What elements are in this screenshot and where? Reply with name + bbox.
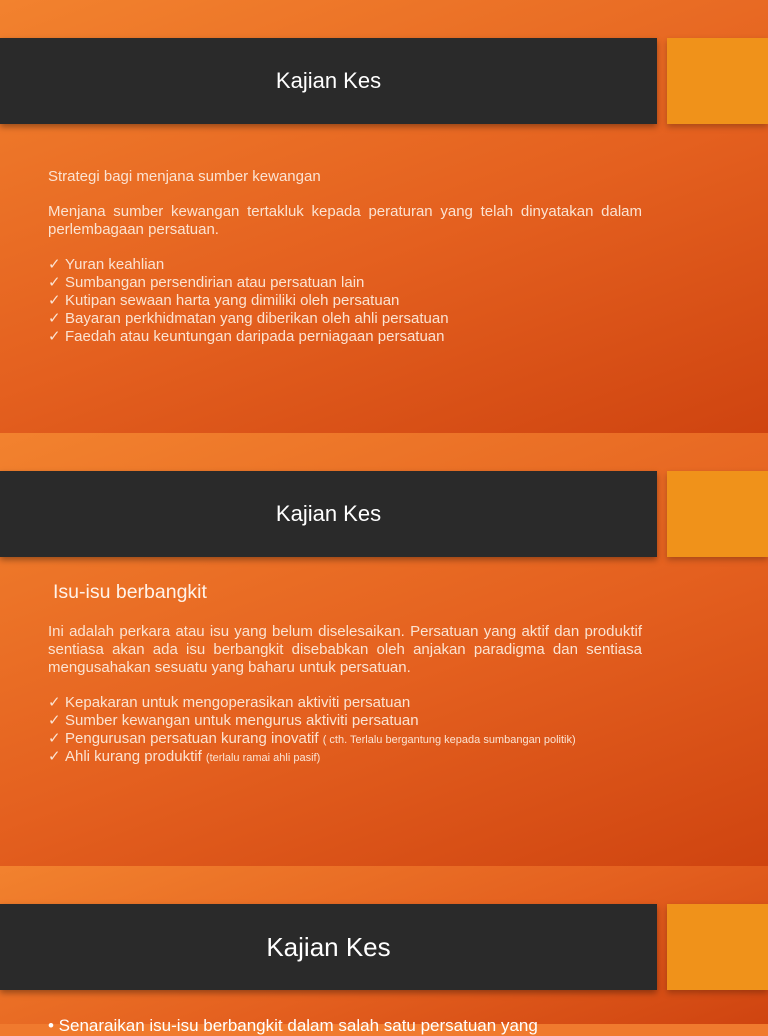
slide-3-partial-bullet: • Senaraikan isu-isu berbangkit dalam salah satu persatuan yang bbox=[48, 1016, 538, 1035]
list-item-text: Kutipan sewaan harta yang dimiliki oleh persatuan bbox=[65, 292, 400, 309]
slide-3-title: Kajian Kes bbox=[266, 931, 391, 962]
list-item bbox=[48, 748, 642, 766]
list-item bbox=[48, 730, 642, 748]
slide-2-paragraph: Ini adalah perkara atau isu yang belum diselesaikan. Persatuan yang aktif dan produktif sentiasa akan ada isu berbangkit disebabkan oleh anjakan paradigma dan sentiasa mengusahakan sesuatu yang baharu untuk persatuan. bbox=[48, 623, 642, 676]
slide-1-list bbox=[48, 256, 642, 346]
slide-2-title-bar bbox=[0, 471, 657, 557]
slide-1-content bbox=[48, 168, 642, 346]
item-text: Sumber kewangan untuk mengurus aktiviti persatuan bbox=[65, 712, 419, 729]
slide-2-list bbox=[48, 694, 642, 766]
check-icon: ✓ bbox=[48, 694, 61, 711]
check-icon: ✓ bbox=[48, 730, 61, 747]
list-item-text: Faedah atau keuntungan daripada perniagaan persatuan bbox=[65, 328, 445, 345]
list-item bbox=[48, 256, 642, 274]
slide-2-accent-block bbox=[667, 471, 768, 557]
slide-1-paragraph: Menjana sumber kewangan tertakluk kepada peraturan yang telah dinyatakan dalam perlembagaan persatuan. bbox=[48, 203, 642, 238]
slide-2-title: Kajian Kes bbox=[275, 501, 382, 526]
slide-2-content bbox=[48, 583, 642, 766]
list-item bbox=[48, 292, 642, 310]
slide-2 bbox=[0, 433, 768, 866]
slide-1-title: Kajian Kes bbox=[275, 68, 382, 93]
list-item-text: Sumbangan persendirian atau persatuan lain bbox=[65, 274, 365, 291]
item-note: (terlalu ramai ahli pasif) bbox=[205, 752, 321, 764]
slide-3-accent-block bbox=[667, 904, 768, 990]
item-text: Pengurusan persatuan kurang inovatif bbox=[65, 730, 323, 747]
check-icon: ✓ bbox=[48, 256, 61, 273]
list-item bbox=[48, 694, 642, 712]
list-item-text bbox=[65, 712, 419, 730]
check-icon: ✓ bbox=[48, 748, 61, 765]
check-icon: ✓ bbox=[48, 310, 61, 327]
slide-1 bbox=[0, 0, 768, 433]
slide-1-accent-block bbox=[667, 38, 768, 124]
check-icon: ✓ bbox=[48, 274, 61, 291]
slide-1-subheading: Strategi bagi menjana sumber kewangan bbox=[48, 168, 321, 185]
slide-1-title-bar bbox=[0, 38, 657, 124]
list-item-text bbox=[65, 730, 576, 748]
list-item bbox=[48, 310, 642, 328]
check-icon: ✓ bbox=[48, 712, 61, 729]
list-item bbox=[48, 328, 642, 346]
list-item bbox=[48, 712, 642, 730]
slide-2-subheading: Isu-isu berbangkit bbox=[53, 581, 207, 603]
slide-3 bbox=[0, 866, 768, 1035]
slide-3-title-bar bbox=[0, 904, 657, 990]
item-note: ( cth. Terlalu bergantung kepada sumbangan politik) bbox=[322, 734, 576, 746]
list-item-text: Bayaran perkhidmatan yang diberikan oleh ahli persatuan bbox=[65, 310, 449, 327]
check-icon: ✓ bbox=[48, 328, 61, 345]
list-item-text: Yuran keahlian bbox=[65, 256, 165, 273]
list-item-text bbox=[65, 748, 320, 766]
item-text: Kepakaran untuk mengoperasikan aktiviti persatuan bbox=[65, 694, 411, 711]
list-item bbox=[48, 274, 642, 292]
check-icon: ✓ bbox=[48, 292, 61, 309]
item-text: Ahli kurang produktif bbox=[65, 748, 206, 765]
list-item-text bbox=[65, 694, 410, 712]
